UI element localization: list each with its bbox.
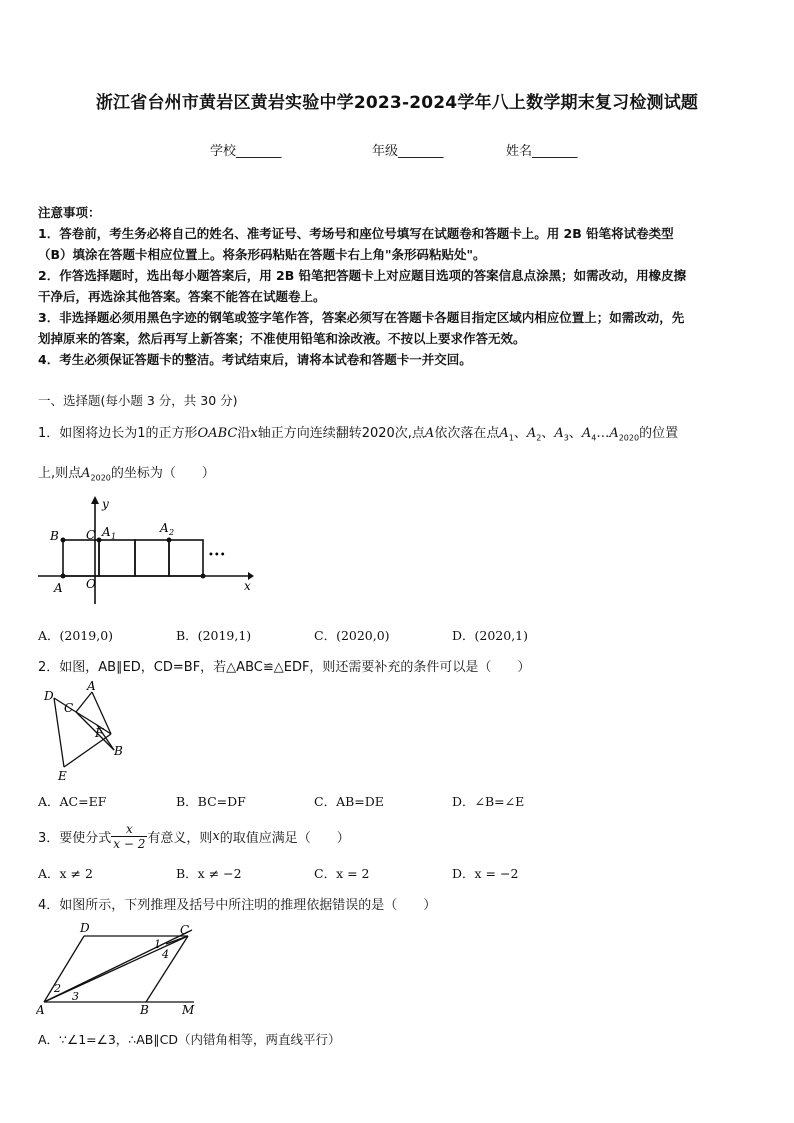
label-x: x xyxy=(244,579,251,593)
q3-option-b: B．x ≠ −2 xyxy=(176,866,242,881)
label-D: D xyxy=(44,689,54,703)
q1-line2: 上,则点$A_{2020}$的坐标为（ ） xyxy=(38,466,215,483)
q1-option-a: A．(2019,0) xyxy=(38,628,114,643)
q1-option-b: B．(2019,1) xyxy=(176,628,252,643)
label-C: C xyxy=(180,923,190,937)
label-C: C xyxy=(86,528,96,542)
label-B: B xyxy=(50,529,59,543)
q2-stem: 2．如图，AB∥ED，CD=BF，若△ABC≌△EDF，则还需要补充的条件可以是（ ） xyxy=(38,660,531,675)
square xyxy=(135,540,169,576)
label-y: y xyxy=(102,497,109,511)
notes-line: 划掉原来的答案，然后再写上新答案；不准使用铅笔和涂改液。不按以上要求作答无效。 xyxy=(38,331,526,346)
name-field xyxy=(506,140,578,159)
label-E: E xyxy=(58,769,67,783)
notes-line: 3．非选择题必须用黑色字迹的钢笔或签字笔作答，答案必须写在答题卡各题目指定区域内相应位置上；如需改动，先 xyxy=(38,310,685,325)
page-title: 浙江省台州市黄岩区黄岩实验中学2023-2024学年八上数学期末复习检测试题 xyxy=(95,93,699,113)
q2-option-b: B．BC=DF xyxy=(176,794,246,809)
label-C: C xyxy=(64,701,74,715)
label-A2-sub: 2 xyxy=(169,528,175,537)
label-A: A xyxy=(54,581,63,595)
q3-option-c: C．x = 2 xyxy=(314,866,370,881)
notes-line: 1．答卷前，考生务必将自己的姓名、准考证号、考场号和座位号填写在试题卷和答题卡上。用 2B 铅笔将试卷类型 xyxy=(38,226,674,241)
q1-option-c: C．(2020,0) xyxy=(314,628,390,643)
q4-option-a: A．∵∠1=∠3，∴AB∥CD（内错角相等，两直线平行） xyxy=(38,1032,341,1047)
notes-line: （B）填涂在答题卡相应位置上。将条形码粘贴在答题卡右上角"条形码粘贴处"。 xyxy=(38,247,486,262)
square xyxy=(63,540,99,576)
notes-line: 2．作答选择题时，选出每小题答案后，用 2B 铅笔把答题卡上对应题目选项的答案信息点涂黑；如需改动，用橡皮擦 xyxy=(38,268,687,283)
q4-stem: 4．如图所示，下列推理及括号中所注明的推理依据错误的是（ ） xyxy=(38,898,437,913)
q3-stem: 3．要使分式 $\frac{x}{x - 2}$ 有意义，则 x 的取值应满足（ ） xyxy=(38,821,350,851)
q2-figure xyxy=(36,680,136,784)
q1-line1: 1．如图将边长为1的正方形OABC沿x轴正方向连续翻转2020次,点A依次落在点$A_1$、$A_2$、$A_3$、$A_4\dots A_{2020}$的位置 xyxy=(38,426,679,443)
label-B: B xyxy=(114,744,123,758)
label-B: B xyxy=(140,1003,149,1016)
notes-heading: 注意事项： xyxy=(38,205,101,220)
square xyxy=(99,540,135,576)
angle-2: 2 xyxy=(54,982,61,995)
label-A2: A xyxy=(160,521,169,535)
school-blank: _______ xyxy=(236,144,282,159)
name-blank: _______ xyxy=(532,144,578,159)
square xyxy=(169,540,203,576)
continuation-dots: ••• xyxy=(208,550,226,561)
label-A: A xyxy=(36,1003,45,1016)
school-field xyxy=(210,140,282,159)
label-A1-sub: 1 xyxy=(111,532,117,541)
q2-option-d: D．∠B=∠E xyxy=(452,794,525,809)
q3-option-d: D．x = −2 xyxy=(452,866,519,881)
label-F: F xyxy=(95,726,104,740)
label-A: A xyxy=(87,680,96,693)
q1-figure xyxy=(38,494,258,612)
label-A1: A xyxy=(102,525,111,539)
fraction: $\frac{x}{x - 2}$ xyxy=(113,821,146,851)
label-O: O xyxy=(86,577,96,591)
q3-option-a: A．x ≠ 2 xyxy=(38,866,93,881)
angle-3: 3 xyxy=(72,990,79,1003)
notes-line: 干净后，再选涂其他答案。答案不能答在试题卷上。 xyxy=(38,289,326,304)
angle-4: 4 xyxy=(162,948,169,961)
q4-figure xyxy=(36,920,200,1016)
school-label: 学校 xyxy=(210,144,237,159)
q1-option-d: D．(2020,1) xyxy=(452,628,529,643)
section-heading: 一、选择题(每小题 3 分，共 30 分) xyxy=(38,393,238,408)
label-D: D xyxy=(80,921,90,935)
notes-line: 4．考生必须保证答题卡的整洁。考试结束后，请将本试卷和答题卡一并交回。 xyxy=(38,352,472,367)
q2-option-c: C．AB=DE xyxy=(314,794,384,809)
label-M: M xyxy=(182,1003,195,1016)
angle-1: 1 xyxy=(154,938,161,951)
q2-option-a: A．AC=EF xyxy=(38,794,107,809)
y-arrow xyxy=(91,496,99,504)
name-label: 姓名 xyxy=(506,144,533,159)
grade-field xyxy=(372,140,444,159)
grade-label: 年级 xyxy=(372,144,399,159)
grade-blank: _______ xyxy=(398,144,444,159)
